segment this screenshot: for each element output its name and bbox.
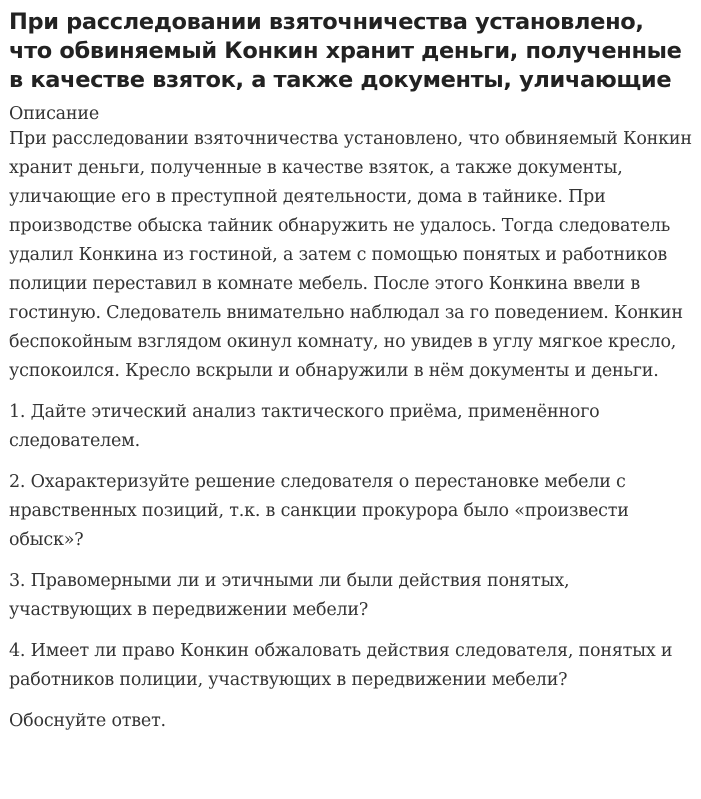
description-heading: Описание [9,104,99,124]
page-title: При расследовании взяточничества установлено, что обвиняемый Конкин хранит деньги, полученные в качестве взяток, а также документы, уличающие [9,9,682,93]
question-1: 1. Дайте этический анализ тактического приёма, применённого следователем. [9,402,600,451]
description-text: При расследовании взяточничества установлено, что обвиняемый Конкин хранит деньги, полученные в качестве взяток, а также документы, уличающие его в преступной деятельности, дома в тайнике. При производстве обыска тайник обнаружить не удалось. Тогда следователь удалил Конкина из гостиной, а затем с помощью понятых и работников полиции переставил в комнате мебель. После этого Конкина ввели в гостиную. Следователь внимательно наблюдал за го поведением. Конкин беспокойным взглядом окинул комнату, но увидев в углу мягкое кресло, успокоился. Кресло вскрыли и обнаружили в нём документы и деньги. [9,129,692,381]
question-3: 3. Правомерными ли и этичными ли были действия понятых, участвующих в передвижении мебели? [9,571,570,620]
question-2: 2. Охарактеризуйте решение следователя о перестановке мебели с нравственных позиций, т.к. в санкции прокурора было «произвести обыск»? [9,472,629,550]
closing-instruction: Обоснуйте ответ. [9,711,166,731]
question-4: 4. Имеет ли право Конкин обжаловать действия следователя, понятых и работников полиции, участвующих в передвижении мебели? [9,641,673,690]
